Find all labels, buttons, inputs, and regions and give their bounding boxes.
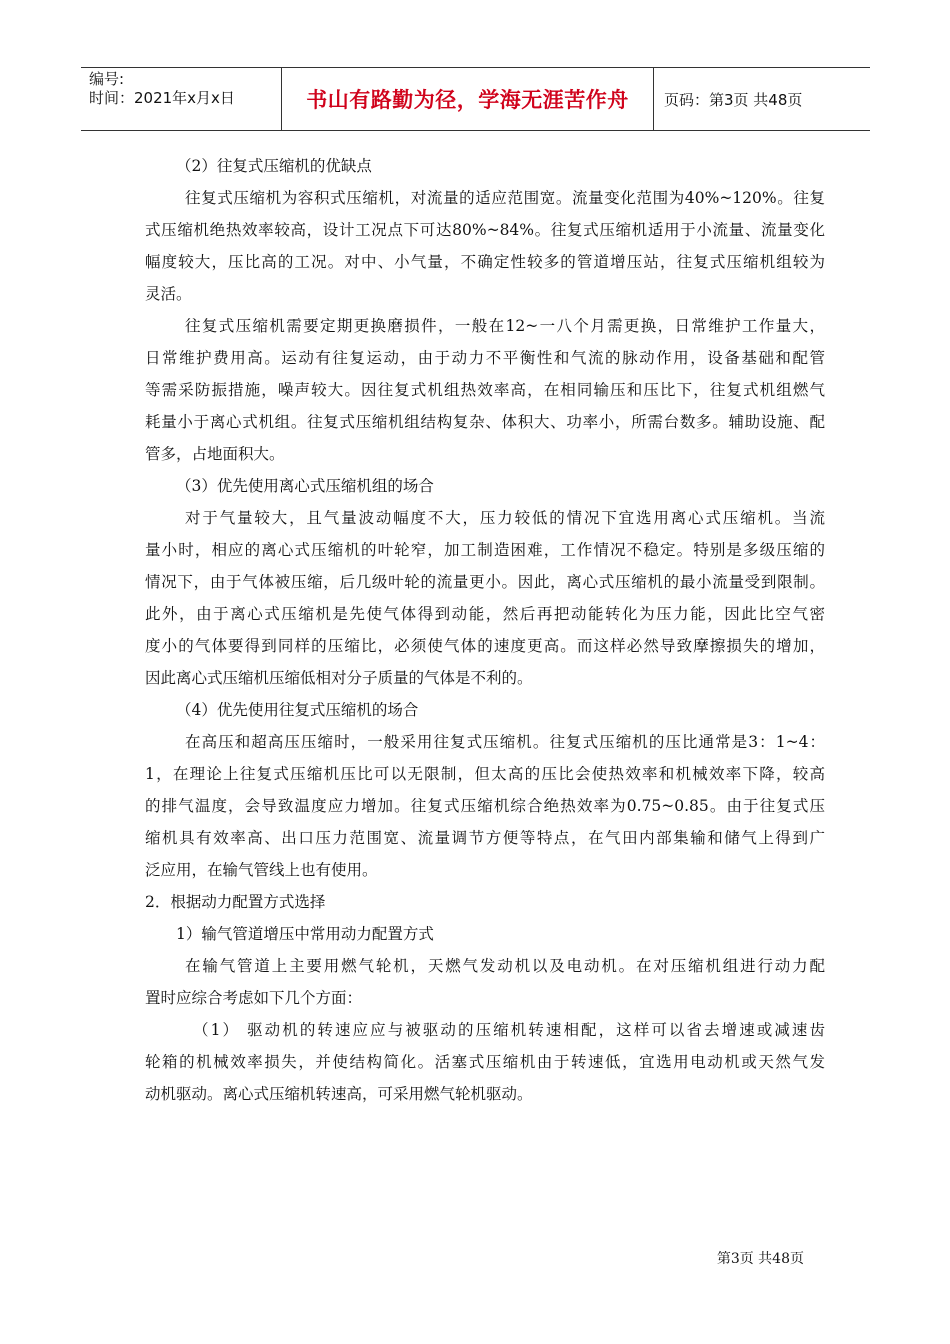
header-motto: 书山有路勤为径，学海无涯苦作舟 (282, 68, 654, 130)
paragraph-line: 1，在理论上往复式压缩机压比可以无限制，但太高的压比会使热效率和机械效率下降，较高 (145, 765, 825, 783)
paragraph-line: 缩机具有效率高、出口压力范围宽、流量调节方便等特点，在气田内部集输和储气上得到广 (145, 829, 825, 847)
paragraph-line: 的排气温度，会导致温度应力增加。往复式压缩机综合绝热效率为0.75~0.85。由于往复式压 (145, 797, 825, 815)
section-heading: （3）优先使用离心式压缩机组的场合 (176, 477, 434, 495)
paragraph-line: 往复式压缩机需要定期更换磨损件，一般在12~一八个月需更换，日常维护工作量大， (185, 317, 825, 335)
paragraph-line: 耗量小于离心式机组。往复式压缩机组结构复杂、体积大、功率小，所需台数多。辅助设施、配 (145, 413, 825, 431)
paragraph-line: 灵活。 (145, 285, 192, 303)
paragraph-line: 泛应用，在输气管线上也有使用。 (145, 861, 378, 879)
section-heading: 2．根据动力配置方式选择 (145, 893, 326, 911)
paragraph-line: 情况下，由于气体被压缩，后几级叶轮的流量更小。因此，离心式压缩机的最小流量受到限制。 (145, 573, 825, 591)
header-meta (81, 68, 282, 130)
header-table (81, 67, 870, 131)
body-text (145, 150, 825, 1110)
paragraph-line: 量小时，相应的离心式压缩机的叶轮窄，加工制造困难，工作情况不稳定。特别是多级压缩的 (145, 541, 825, 559)
paragraph-line: 对于气量较大，且气量波动幅度不大，压力较低的情况下宜选用离心式压缩机。当流 (185, 509, 825, 527)
paragraph-line: 此外，由于离心式压缩机是先使气体得到动能，然后再把动能转化为压力能，因此比空气密 (145, 605, 825, 623)
paragraph-line: 往复式压缩机为容积式压缩机，对流量的适应范围宽。流量变化范围为40%~120%。往复 (185, 189, 825, 207)
subsection-heading: 1）输气管道增压中常用动力配置方式 (176, 925, 434, 943)
paragraph-line: 管多，占地面积大。 (145, 445, 285, 463)
paragraph-line: 幅度较大，压比高的工况。对中、小气量，不确定性较多的管道增压站，往复式压缩机组较为 (145, 253, 825, 271)
paragraph-line: 在高压和超高压压缩时，一般采用往复式压缩机。往复式压缩机的压比通常是3：1~4： (185, 733, 825, 751)
time-label: 时间：2021年x月x日 (89, 89, 235, 107)
section-heading: （2）往复式压缩机的优缺点 (176, 157, 372, 175)
paragraph-line: 动机驱动。离心式压缩机转速高，可采用燃气轮机驱动。 (145, 1085, 533, 1103)
paragraph-line: 度小的气体要得到同样的压缩比，必须使气体的速度更高。而这样必然导致摩擦损失的增加， (145, 637, 825, 655)
section-heading: （4）优先使用往复式压缩机的场合 (176, 701, 419, 719)
paragraph-line: 置时应综合考虑如下几个方面： (145, 989, 363, 1007)
paragraph-line: 等需采防振措施，噪声较大。因往复式机组热效率高，在相同输压和压比下，往复式机组燃气 (145, 381, 825, 399)
page-footer: 第3页 共48页 (716, 1251, 804, 1267)
paragraph-line: 式压缩机绝热效率较高，设计工况点下可达80%~84%。往复式压缩机适用于小流量、流量变化 (145, 221, 825, 239)
header-page-number: 页码：第3页 共48页 (664, 90, 803, 109)
number-label: 编号: (89, 70, 125, 88)
paragraph-line: 轮箱的机械效率损失，并使结构简化。活塞式压缩机由于转速低，宜选用电动机或天然气发 (145, 1053, 825, 1071)
paragraph-line: 在输气管道上主要用燃气轮机，天燃气发动机以及电动机。在对压缩机组进行动力配 (185, 957, 825, 975)
paragraph-line: 因此离心式压缩机压缩低相对分子质量的气体是不利的。 (145, 669, 533, 687)
paragraph-line: （1） 驱动机的转速应应与被驱动的压缩机转速相配，这样可以省去增速或减速齿 (193, 1021, 825, 1039)
paragraph-line: 日常维护费用高。运动有往复运动，由于动力不平衡性和气流的脉动作用，设备基础和配管 (145, 349, 825, 367)
